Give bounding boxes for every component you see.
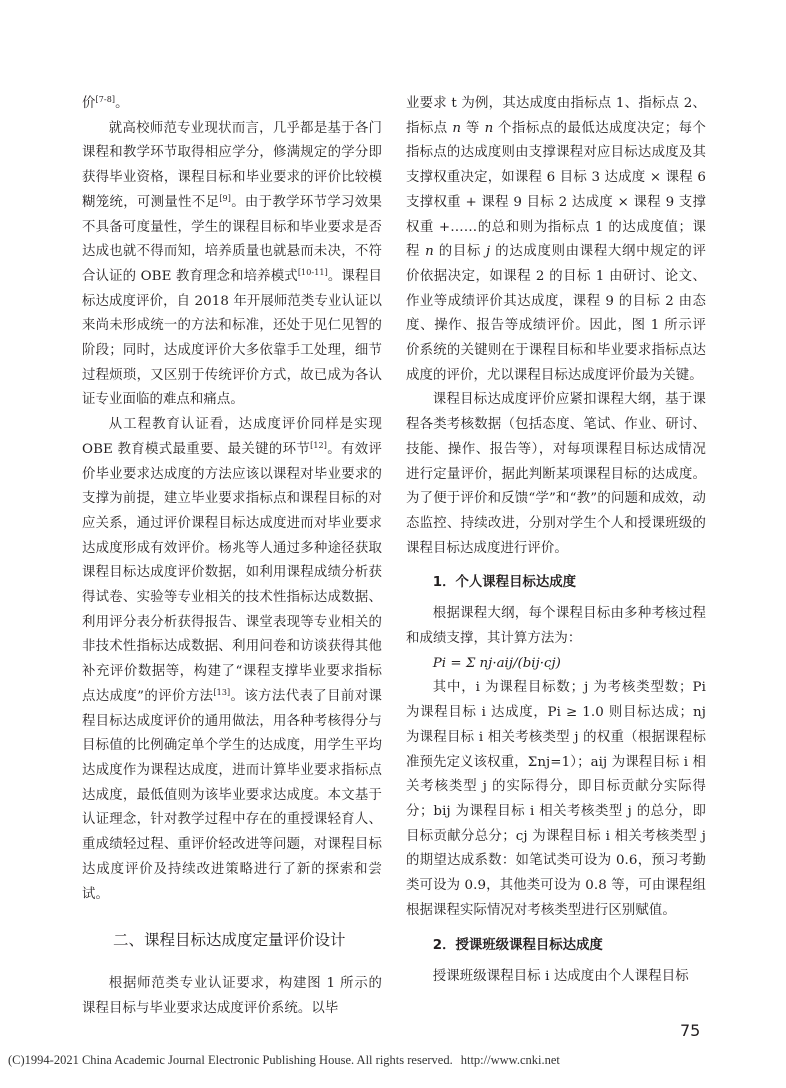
citation: [9] — [219, 193, 231, 203]
copyright-text: (C)1994-2021 China Academic Journal Electronic Publishing House. All rights reserved. — [8, 1053, 453, 1067]
section-heading: 二、课程目标达成度定量评价设计 — [113, 931, 346, 950]
citation: [13] — [213, 687, 231, 697]
subsection-heading: 1．个人课程目标达成度 — [432, 575, 577, 591]
right-column — [406, 92, 706, 989]
paragraph: 课程目标达成度评价应紧扣课程大纲，基于课程各类考核数据（包括态度、笔试、作业、研讨、技能、操作、报告等），对每项课程目标达成情况进行定量评价，据此判断某项课程目标的达成度。为了便于评价和反馈“学”和“教”的问题和成效，动态监控、持续改进，分别对学生个人和授课班级的课程目标达成度进行评价。 — [406, 392, 706, 556]
subsection-heading: 2．授课班级课程目标达成度 — [432, 937, 603, 953]
paragraph-continuation: 价[7-8]。 — [82, 95, 129, 111]
left-column — [82, 92, 382, 1022]
footer — [8, 1053, 778, 1068]
citation: [12] — [310, 440, 327, 450]
paragraph: 根据课程大纲，每个课程目标由多种考核过程和成绩支撑，其计算方法为： — [406, 606, 706, 647]
paragraph-continuation: 业要求 t 为例，其达成度由指标点 1、指标点 2、指标点 n 等 n 个指标点的最低达成度决定；每个指标点的达成度则由支撑课程对应目标达成度及其支撑权重决定，如课程 6 目标 3 达成度 × 课程 6 支撑权重 + 课程 9 目标 2 达成度 × 课程 9 支撑权重 +……的总和则为指标点 1 的达成度值；课程 n 的目标 j 的达成度则由课程大纲中规定的评价依据决定，如课程 2 的目标 1 由研讨、论文、作业等成绩评价其达成度，课程 9 的目标 2 由态度、操作、报告等成绩评价。因此，图 1 所示评价系统的关键则在于课程目标和毕业要求指标点达成度的评价，尤以课程目标达成度评价最为关键。 — [406, 96, 707, 383]
formula: Pi = Σ nj·aij/(bij·cj) — [432, 655, 561, 671]
footer-url: http://www.cnki.net — [460, 1053, 560, 1067]
paragraph: 授课班级课程目标 i 达成度由个人课程目标 — [432, 968, 689, 984]
citation: [7-8] — [95, 95, 116, 104]
paragraph: 其中，i 为课程目标数；j 为考核类型数；Pi 为课程目标 i 达成度，Pi ≥ 1.0 则目标达成；nj 为课程目标 i 相关考核类型 j 的权重（根据课程标准预先定义该权重，Σnj=1）；aij 为课程目标 i 相关考核类型 j 的实际得分，即目标贡献分实际得分；bij 为课程目标 i 相关考核类型 j 的总分，即目标贡献分总分；cj 为课程目标 i 相关考核类型 j 的期望达成系数：如笔试类可设为 0.6，预习考勤类可设为 0.9，其他类可设为 0.8 等，可由课程组根据课程实际情况对考核类型进行区别赋值。 — [406, 680, 706, 918]
page-number: 75 — [680, 1021, 701, 1040]
paragraph: 就高校师范专业现状而言，几乎都是基于各门课程和教学环节取得相应学分，修满规定的学分即获得毕业资格，课程目标和毕业要求的评价比较模糊笼统，可测量性不足[9]。由于教学环节学习效果不具备可度量性，学生的课程目标和毕业要求是否达成也就不得而知，培养质量也就悬而未决，不符合认证的 OBE 教育理念和培养模式[10-11]。课程目标达成度评价，自 2018 年开展师范类专业认证以来尚未形成统一的方法和标准，还处于见仁见智的阶段；同时，达成度评价大多依靠手工处理，细节过程烦琐，又区别于传统评价方式，故已成为各认证专业面临的难点和痛点。 — [82, 120, 383, 408]
citation: [10-11] — [297, 267, 328, 277]
paragraph: 从工程教育认证看，达成度评价同样是实现 OBE 教育模式最重要、最关键的环节[12]。有效评价毕业要求达成度的方法应该以课程对毕业要求的支撑为前提，建立毕业要求指标点和课程目标的对应关系，通过评价课程目标达成度进而对毕业要求达成度形成有效评价。杨兆等人通过多种途径获取课程目标达成度评价数据，如利用课程成绩分析获得试卷、实验等专业相关的技术性指标达成数据、利用评分表分析获得报告、课堂表现等专业相关的非技术性指标达成数据、利用问卷和访谈获得其他补充评价数据等，构建了“课程支撑毕业要求指标点达成度”的评价方法[13]。该方法代表了目前对课程目标达成度评价的通用做法，用各种考核得分与目标值的比例确定单个学生的达成度，用学生平均达成度作为课程达成度，进而计算毕业要求指标点达成度，最低值则为该毕业要求达成度。本文基于认证理念，针对教学过程中存在的重授课轻育人、重成绩轻过程、重评价轻改进等问题，对课程目标达成度评价及持续改进策略进行了新的探索和尝试。 — [82, 417, 383, 902]
paragraph: 根据师范类专业认证要求，构建图 1 所示的课程目标与毕业要求达成度评价系统。以毕 — [82, 976, 382, 1016]
